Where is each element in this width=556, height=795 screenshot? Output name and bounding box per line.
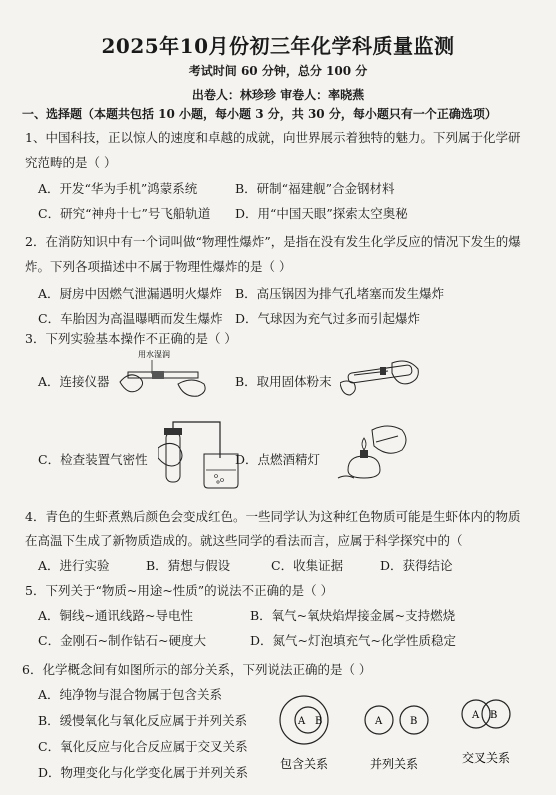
intersection-label-a: A: [472, 710, 480, 721]
q5-option-d: D．氮气~灯泡填充气~化学性质稳定: [250, 633, 456, 648]
inclusion-caption: 包含关系: [280, 757, 329, 771]
q1-stem-line1: 1、中国科技，正以惊人的速度和卓越的成就，向世界展示着独特的魅力。下列属于化学研: [25, 130, 521, 145]
section-heading: 一、选择题（本题共包括 10 小题，每小题 3 分，共 30 分，每小题只有一个正确选项）: [22, 107, 497, 121]
intersection-label-b: B: [490, 710, 498, 721]
q5-option-b: B．氧气~氧炔焰焊接金属~支持燃烧: [250, 608, 456, 623]
q3-option-d: D．点燃酒精灯: [235, 452, 321, 467]
q3-option-c: C．检查装置气密性: [38, 452, 148, 467]
intersection-caption: 交叉关系: [462, 751, 511, 765]
parallel-diagram: [365, 706, 428, 771]
q2-option-b: B．高压锅因为排气孔堵塞而发生爆炸: [235, 286, 445, 301]
q6-option-a: A．纯净物与混合物属于包含关系: [38, 687, 223, 702]
q6-option-c: C．氧化反应与化合反应属于交叉关系: [38, 739, 248, 754]
q3-stem: 3．下列实验基本操作不正确的是（ ）: [25, 331, 237, 346]
page-title: 2025年10月份初三年化学科质量监测: [101, 34, 455, 58]
q6-stem: 6．化学概念间有如图所示的部分关系，下列说法正确的是（ ）: [22, 662, 372, 677]
q4-option-c: C．收集证据: [271, 558, 344, 573]
q2-option-d: D．气球因为充气过多而引起爆炸: [235, 311, 421, 326]
parallel-label-b: B: [410, 716, 418, 727]
parallel-label-a: A: [375, 716, 383, 727]
q2-option-c: C．车胎因为高温曝晒而发生爆炸: [38, 311, 223, 326]
q2-option-a: A．厨房中因燃气泄漏遇明火爆炸: [38, 286, 223, 301]
q1-stem-line2: 究范畴的是（ ）: [25, 155, 117, 170]
exam-authors: 出卷人：林珍珍 审卷人：率晓燕: [191, 88, 365, 102]
inclusion-diagram: [280, 696, 328, 771]
q2-stem-line2: 炸。下列各项描述中不属于物理性爆炸的是（ ）: [25, 259, 292, 274]
q4-option-b: B．猜想与假设: [146, 558, 231, 573]
fig-label-wet: 用水湿润: [138, 350, 170, 359]
intersection-diagram: [462, 700, 510, 765]
q1-option-d: D．用“中国天眼”探索太空奥秘: [235, 206, 408, 221]
q4-option-d: D．获得结论: [380, 558, 453, 573]
parallel-caption: 并列关系: [370, 757, 419, 771]
airtightness-check-figure: [158, 418, 270, 490]
inclusion-label-a: A: [298, 716, 306, 727]
q5-stem: 5．下列关于“物质~用途~性质”的说法不正确的是（ ）: [25, 583, 334, 598]
q2-stem-line1: 2．在消防知识中有一个词叫做“物理性爆炸”，是指在没有发生化学反应的情况下发生的爆: [25, 234, 521, 249]
q1-option-a: A．开发“华为手机”鸿蒙系统: [38, 181, 198, 196]
q3-option-b: B．取用固体粉末: [235, 374, 332, 389]
alcohol-lamp-figure: [336, 422, 416, 484]
q6-option-b: B．缓慢氧化与氧化反应属于并列关系: [38, 713, 248, 728]
relation-diagrams: [276, 694, 536, 774]
q4-option-a: A．进行实验: [38, 558, 110, 573]
q4-stem-line2: 在高温下生成了新物质造成的。就这些同学的看法而言，应属于科学探究中的（: [25, 533, 463, 548]
powder-sampling-figure: [340, 355, 422, 400]
q1-option-c: C．研究“神舟十七”号飞船轨道: [38, 206, 211, 221]
q4-stem-line1: 4．青色的生虾煮熟后颜色会变成红色。一些同学认为这种红色物质可能是生虾体内的物质: [25, 509, 521, 524]
q1-option-b: B．研制“福建舰”合金钢材料: [235, 181, 395, 196]
q5-option-a: A．铜线~通讯线路~导电性: [38, 608, 193, 623]
q5-option-c: C．金刚石~制作钻石~硬度大: [38, 633, 207, 648]
q6-option-d: D．物理变化与化学变化属于并列关系: [38, 765, 249, 780]
inclusion-label-b: B: [315, 716, 323, 727]
q3-option-a: A．连接仪器: [38, 374, 110, 389]
exam-info: 考试时间 60 分钟，总分 100 分: [188, 64, 368, 78]
connect-apparatus-figure: [118, 348, 210, 398]
